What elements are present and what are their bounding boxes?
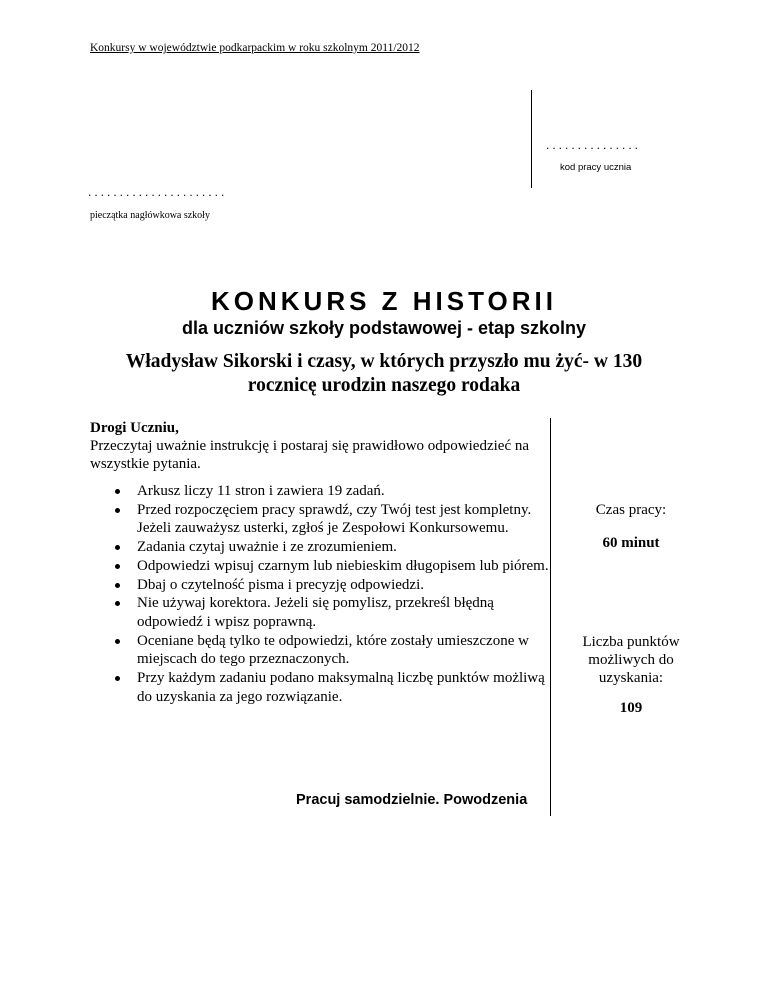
school-stamp-field[interactable]: ...................... [88,185,228,199]
rules-list [90,482,550,706]
instructions-intro: Przeczytaj uważnie instrukcję i postaraj się prawidłowo odpowiedzieć na wszystkie pytania. [90,438,530,472]
list-item: Oceniane będą tylko te odpowiedzi, które zostały umieszczone w miejscach do tego przeznaczonych. [137,632,550,669]
time-value: 60 minut [602,535,660,551]
points-value: 109 [619,700,643,716]
points-label: Liczba punktów możliwych do uzyskania: [582,634,680,686]
list-item: Nie używaj korektora. Jeżeli się pomylisz, przekreśl błędną odpowiedź i wpisz poprawną. [137,594,550,631]
contest-theme: Władysław Sikorski i czasy, w których przyszło mu żyć- w 130 rocznicę urodzin naszego rodaka [125,351,643,396]
greeting: Drogi Uczniu, [90,420,179,436]
list-item: Odpowiedzi wpisuj czarnym lub niebieskim długopisem lub piórem. [137,557,549,574]
side-panel-divider [550,418,551,816]
code-box-divider [531,90,532,188]
time-label: Czas pracy: [595,502,667,518]
list-item: Arkusz liczy 11 stron i zawiera 19 zadań. [137,482,550,501]
closing-message: Pracuj samodzielnie. Powodzenia [296,792,528,808]
list-item: Zadania czytaj uważnie i ze zrozumieniem. [137,538,550,557]
school-stamp-caption: pieczątka nagłówkowa szkoły [90,210,210,221]
list-item: Przed rozpoczęciem pracy sprawdź, czy Twój test jest kompletny. Jeżeli zauważysz usterki, zgłoś je Zespołowi Konkursowemu. [137,501,550,538]
list-item: Dbaj o czytelność pisma i precyzję odpowiedzi. [137,576,550,595]
contest-header: Konkursy w województwie podkarpackim w roku szkolnym 2011/2012 [90,42,420,54]
page-title: KONKURS Z HISTORII [211,286,557,316]
student-code-field[interactable]: ............... [546,138,642,152]
student-code-caption: kod pracy ucznia [560,162,632,173]
page-subtitle: dla uczniów szkoły podstawowej - etap szkolny [181,318,587,338]
list-item: Przy każdym zadaniu podano maksymalną liczbę punktów możliwą do uzyskania za jego rozwiązanie. [137,669,550,706]
